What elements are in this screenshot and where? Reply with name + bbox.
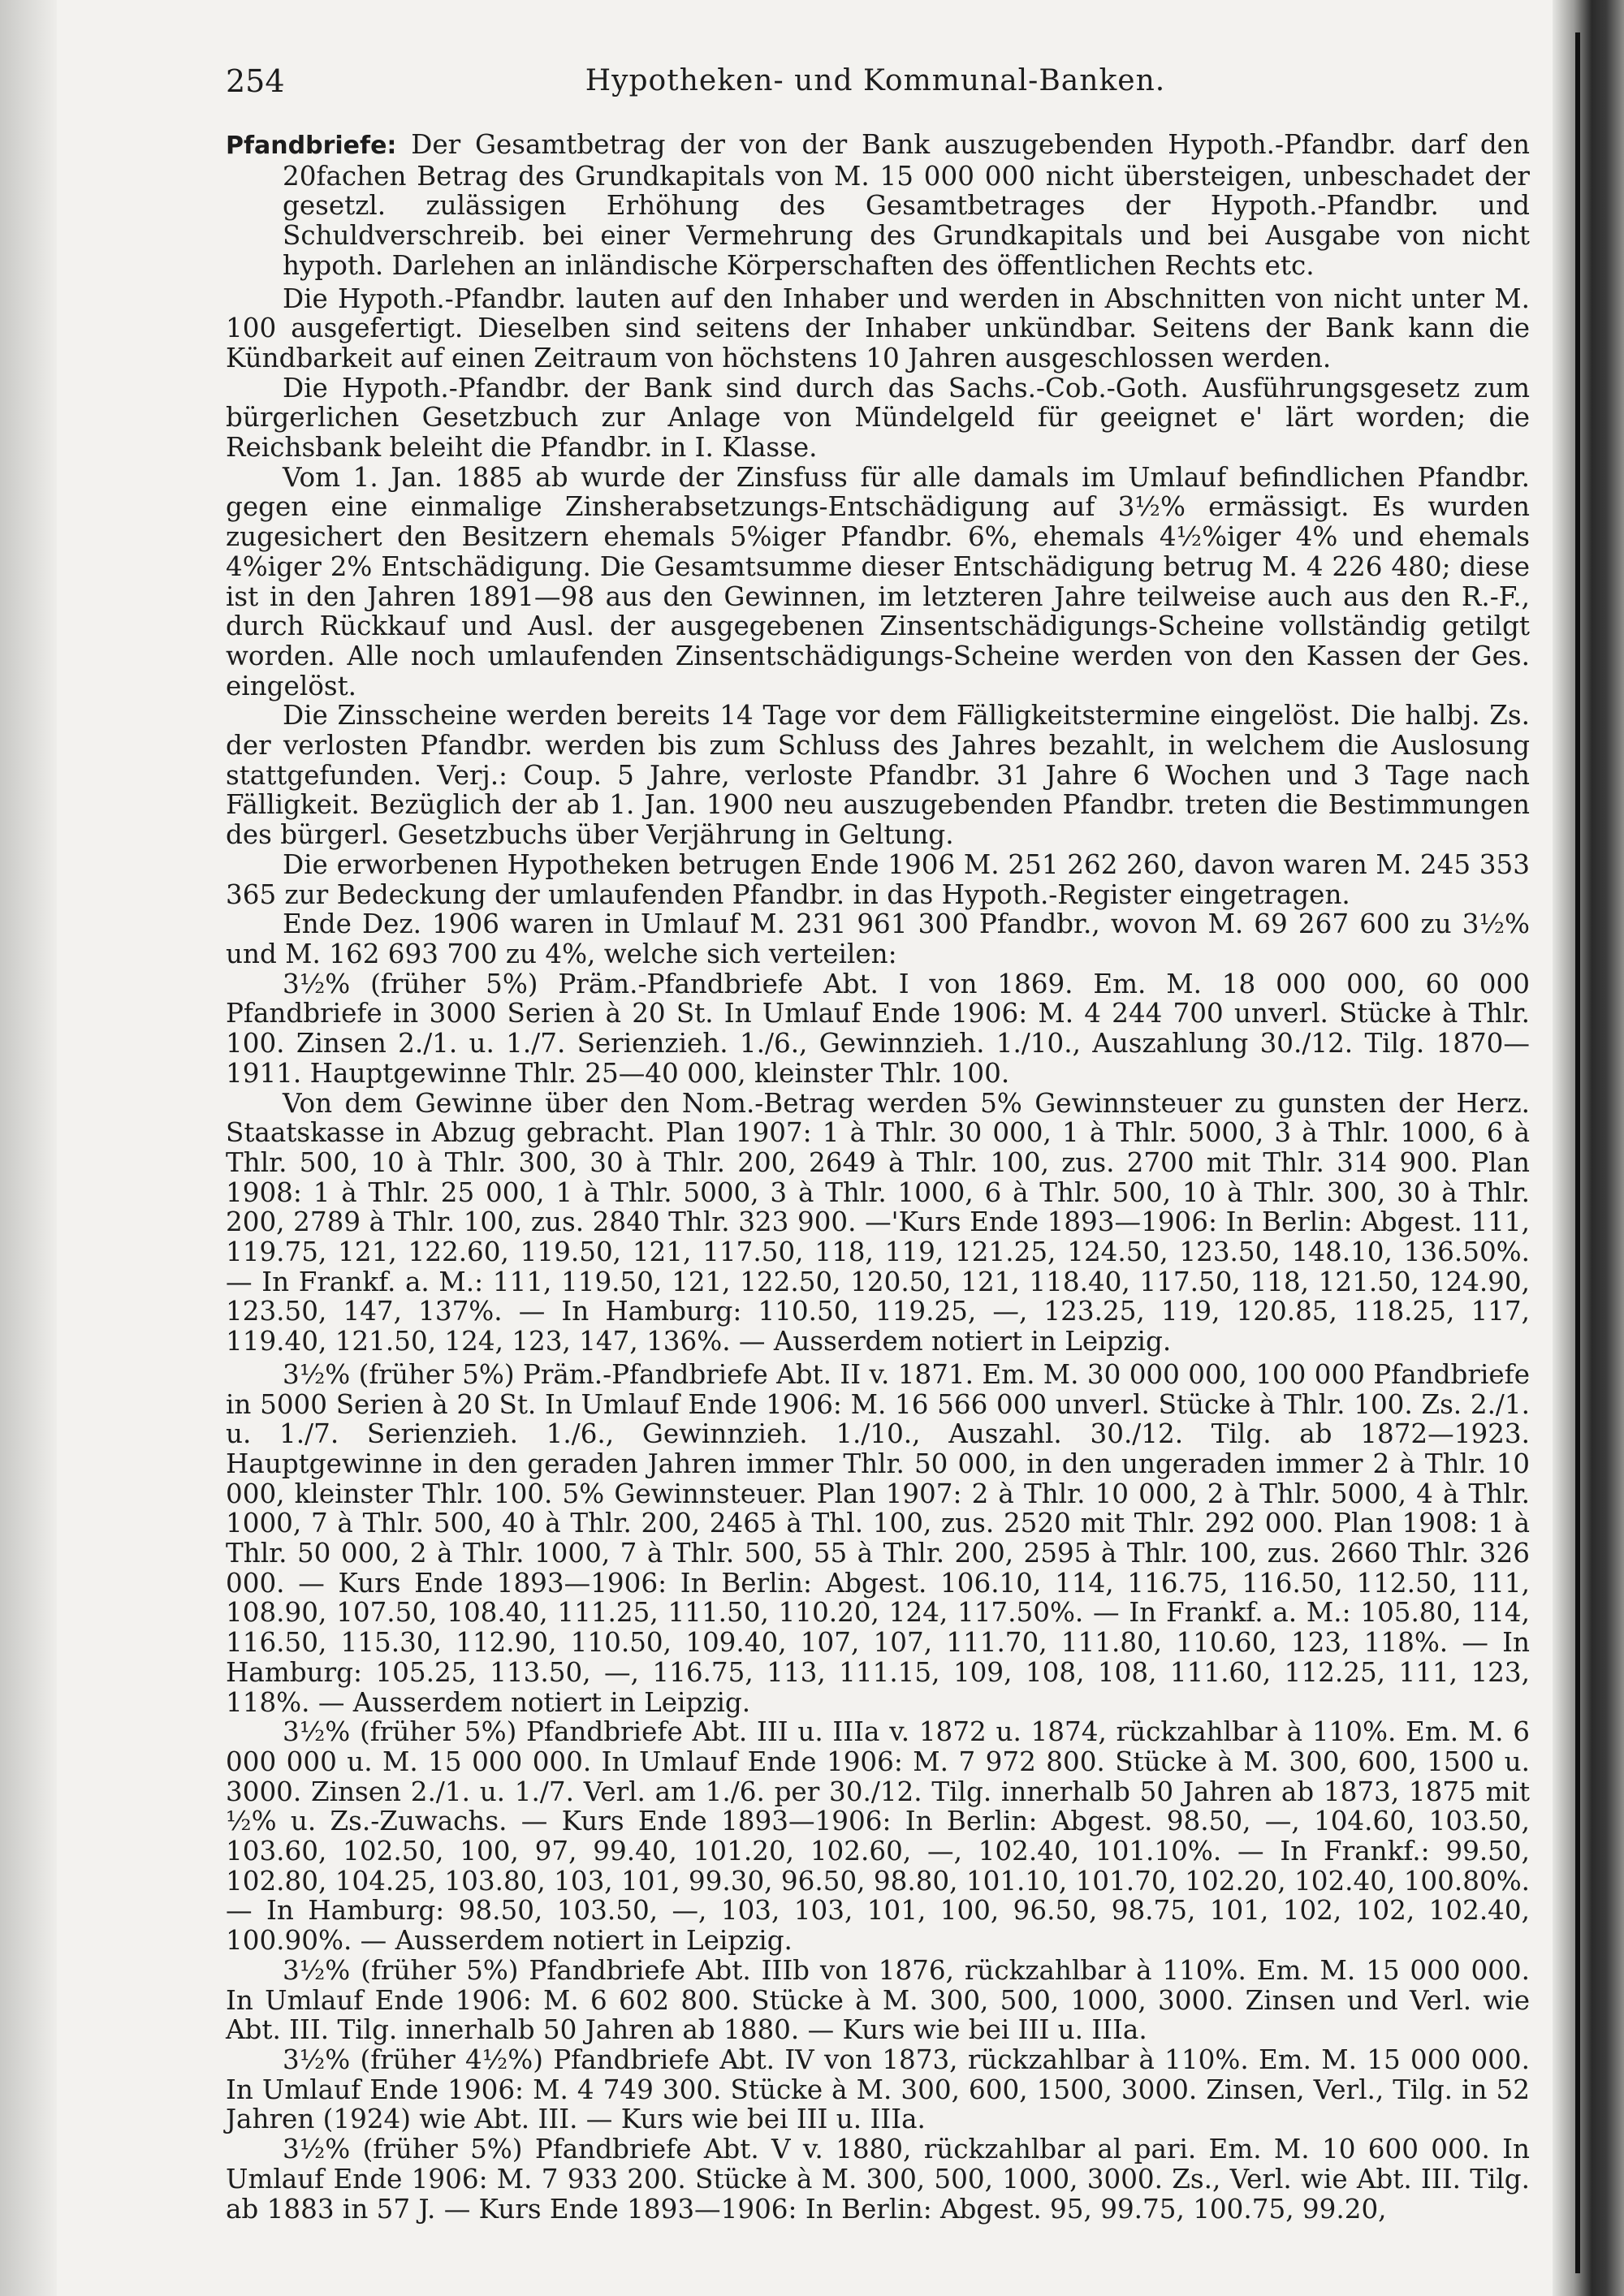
- paragraph: 3½% (früher 5%) Pfandbriefe Abt. III u. IIIa v. 1872 u. 1874, rückzahlbar à 110%. Em. M. 6 000 000 u. M. 15 000 000. In Umlauf Ende 1906: M. 7 972 800. Stücke à M. 300, 600, 1500 u. 3000. Zinsen 2./1. u. 1./7. Verl. am 1./6. per 30./12. Tilg. innerhalb 50 Jahren ab 1873, 1875 mit ½% u. Zs.-Zuwachs. — Kurs Ende 1893—1906: In Berlin: Abgest. 98.50, —, 104.60, 103.50, 103.60, 102.50, 100, 97, 99.40, 101.20, 102.60, —, 102.40, 101.10%. — In Frankf.: 99.50, 102.80, 104.25, 103.80, 103, 101, 99.30, 96.50, 98.80, 101.10, 101.70, 102.20, 102.40, 100.80%. — In Hamburg: 98.50, 103.50, —, 103, 103, 101, 100, 96.50, 98.75, 101, 102, 102, 102.40, 100.90%. — Ausserdem notiert in Leipzig.: [226, 1716, 1530, 1957]
- book-gutter: [1553, 0, 1624, 2296]
- body-text: [226, 130, 1530, 2224]
- page-edge-shadow: [0, 0, 57, 2296]
- paragraph: Vom 1. Jan. 1885 ab wurde der Zinsfuss für alle damals im Umlauf befindlichen Pfandbr. gegen eine einmalige Zinsherabsetzungs-Entschädigung auf 3½% ermässigt. Es wurden zugesichert den Besitzern ehemals 5%iger Pfandbr. 6%, ehemals 4½%iger 4% und ehemals 4%iger 2% Entschädigung. Die Gesamtsumme dieser Entschädigung betrug M. 4 226 480; diese ist in den Jahren 1891—98 aus den Gewinnen, im letzteren Jahre teilweise auch aus den R.-F., durch Rückkauf und Ausl. der ausgegebenen Zinsentschädigungs-Scheine vollständig getilgt worden. Alle noch umlaufenden Zinsentschädigungs-Scheine werden von den Kassen der Ges. eingelöst.: [226, 461, 1530, 701]
- paragraph: Die Hypoth.-Pfandbr. lauten auf den Inhaber und werden in Abschnitten von nicht unter M. 100 ausgefertigt. Dieselben sind seitens der Inhaber unkündbar. Seitens der Bank kann die Kündbarkeit auf einen Zeitraum von höchstens 10 Jahren ausgeschlossen werden.: [226, 283, 1530, 373]
- paragraph: Die erworbenen Hypotheken betrugen Ende 1906 M. 251 262 260, davon waren M. 245 353 365 zur Bedeckung der umlaufenden Pfandbr. in das Hypoth.-Register eingetragen.: [226, 848, 1530, 910]
- paragraph: 3½% (früher 5%) Präm.-Pfandbriefe Abt. II v. 1871. Em. M. 30 000 000, 100 000 Pfandbriefe in 5000 Serien à 20 St. In Umlauf Ende 1906: M. 16 566 000 unverl. Stücke à Thlr. 100. Zs. 2./1. u. 1./7. Serienzieh. 1./6., Gewinnzieh. 1./10., Auszahl. 30./12. Tilg. ab 1872—1923. Hauptgewinne in den geraden Jahren immer Thlr. 50 000, in den ungeraden immer 2 à Thlr. 10 000, kleinster Thlr. 100. 5% Gewinnsteuer. Plan 1907: 2 à Thlr. 10 000, 2 à Thlr. 5000, 4 à Thlr. 1000, 7 à Thlr. 500, 40 à Thlr. 200, 2465 à Thl. 100, zus. 2520 mit Thlr. 292 000. Plan 1908: 1 à Thlr. 50 000, 2 à Thlr. 1000, 7 à Thlr. 500, 55 à Thlr. 200, 2595 à Thlr. 100, zus. 2660 Thlr. 326 000. — Kurs Ende 1893—1906: In Berlin: Abgest. 106.10, 114, 116.75, 116.50, 112.50, 111, 108.90, 107.50, 108.40, 111.25, 111.50, 110.20, 124, 117.50%. — In Frankf. a. M.: 105.80, 114, 116.50, 115.30, 112.90, 110.50, 109.40, 107, 107, 111.70, 111.80, 110.60, 123, 118%. — In Hamburg: 105.25, 113.50, —, 116.75, 113, 111.15, 109, 108, 108, 111.60, 112.25, 111, 123, 118%. — Ausserdem notiert in Leipzig.: [226, 1358, 1530, 1718]
- running-head: Hypotheken- und Kommunal-Banken.: [585, 64, 1166, 97]
- paragraph: Ende Dez. 1906 waren in Umlauf M. 231 961 300 Pfandbr., wovon M. 69 267 600 zu 3½% und M. 162 693 700 zu 4%, welche sich verteilen:: [226, 908, 1530, 969]
- paragraph: Die Hypoth.-Pfandbr. der Bank sind durch das Sachs.-Cob.-Goth. Ausführungsgesetz zum bürgerlichen Gesetzbuch zur Anlage von Mündelgeld für geeignet e' lärt worden; die Reichsbank beleiht die Pfandbr. in I. Klasse.: [226, 372, 1530, 464]
- paragraph: Von dem Gewinne über den Nom.-Betrag werden 5% Gewinnsteuer zu gunsten der Herz. Staatskasse in Abzug gebracht. Plan 1907: 1 à Thlr. 30 000, 1 à Thlr. 5000, 3 à Thlr. 1000, 6 à Thlr. 500, 10 à Thlr. 300, 30 à Thlr. 200, 2649 à Thlr. 100, zus. 2700 mit Thlr. 314 900. Plan 1908: 1 à Thlr. 25 000, 1 à Thlr. 5000, 3 à Thlr. 1000, 6 à Thlr. 500, 10 à Thlr. 300, 30 à Thlr. 200, 2789 à Thlr. 100, zus. 2840 Thlr. 323 900. —'Kurs Ende 1893—1906: In Berlin: Abgest. 111, 119.75, 121, 122.60, 119.50, 121, 117.50, 118, 119, 121.25, 124.50, 123.50, 148.10, 136.50%. — In Frankf. a. M.: 111, 119.50, 121, 122.50, 120.50, 121, 118.40, 117.50, 118, 121.50, 124.90, 123.50, 147, 137%. — In Hamburg: 110.50, 119.25, —, 123.25, 119, 120.85, 118.25, 117, 119.40, 121.50, 124, 123, 147, 136%. — Ausserdem notiert in Leipzig.: [226, 1087, 1530, 1357]
- paragraph: Die Zinsscheine werden bereits 14 Tage vor dem Fälligkeitstermine eingelöst. Die halbj. Zs. der verlosten Pfandbr. werden bis zum Schluss des Jahres bezahlt, in welchem die Auslosung stattgefunden. Verj.: Coup. 5 Jahre, verloste Pfandbr. 31 Jahre 6 Wochen und 3 Tage nach Fälligkeit. Bezüglich der ab 1. Jan. 1900 neu auszugebenden Pfandbr. treten die Bestimmungen des bürgerl. Gesetzbuchs über Verjährung in Geltung.: [226, 700, 1530, 851]
- paragraph: 3½% (früher 4½%) Pfandbriefe Abt. IV von 1873, rückzahlbar à 110%. Em. M. 15 000 000. In Umlauf Ende 1906: M. 4 749 300. Stücke à M. 300, 600, 1500, 3000. Zinsen, Verl., Tilg. in 52 Jahren (1924) wie Abt. III. — Kurs wie bei III u. IIIa.: [226, 2044, 1530, 2135]
- gutter-binding-line: [1575, 32, 1580, 2273]
- lead-term: Pfandbriefe:: [226, 132, 397, 160]
- lead-text: Der Gesamtbetrag der von der Bank auszugebenden Hypoth.-Pfandbr. darf den 20fachen Betrag des Grundkapitals von M. 15 000 000 nicht übersteigen, unbeschadet der gesetzl. zulässigen Erhöhung des Gesamtbetrages der Hypoth.-Pfandbr. und Schuldverschreib. bei einer Vermehrung des Grundkapitals und bei Ausgabe von nicht hypoth. Darlehen an inländische Körperschaften des öffentlichen Rechts etc.: [283, 129, 1530, 281]
- page-header: [226, 57, 1525, 106]
- paragraph: 3½% (früher 5%) Pfandbriefe Abt. V v. 1880, rückzahlbar al pari. Em. M. 10 600 000. In Umlauf Ende 1906: M. 7 933 200. Stücke à M. 300, 500, 1000, 3000. Zs., Verl. wie Abt. III. Tilg. ab 1883 in 57 J. — Kurs Ende 1893—1906: In Berlin: Abgest. 95, 99.75, 100.75, 99.20,: [226, 2134, 1530, 2225]
- lead-paragraph: [226, 130, 1530, 281]
- paragraph: 3½% (früher 5%) Präm.-Pfandbriefe Abt. I von 1869. Em. M. 18 000 000, 60 000 Pfandbriefe in 3000 Serien à 20 St. In Umlauf Ende 1906: M. 4 244 700 unverl. Stücke à Thlr. 100. Zinsen 2./1. u. 1./7. Serienzieh. 1./6., Gewinnzieh. 1./10., Auszahlung 30./12. Tilg. 1870—1911. Hauptgewinne Thlr. 25—40 000, kleinster Thlr. 100.: [226, 968, 1530, 1089]
- paragraph: 3½% (früher 5%) Pfandbriefe Abt. IIIb von 1876, rückzahlbar à 110%. Em. M. 15 000 000. In Umlauf Ende 1906: M. 6 602 800. Stücke à M. 300, 500, 1000, 3000. Zinsen und Verl. wie Abt. III. Tilg. innerhalb 50 Jahren ab 1880. — Kurs wie bei III u. IIIa.: [226, 1954, 1530, 2046]
- page-number: 254: [226, 63, 285, 99]
